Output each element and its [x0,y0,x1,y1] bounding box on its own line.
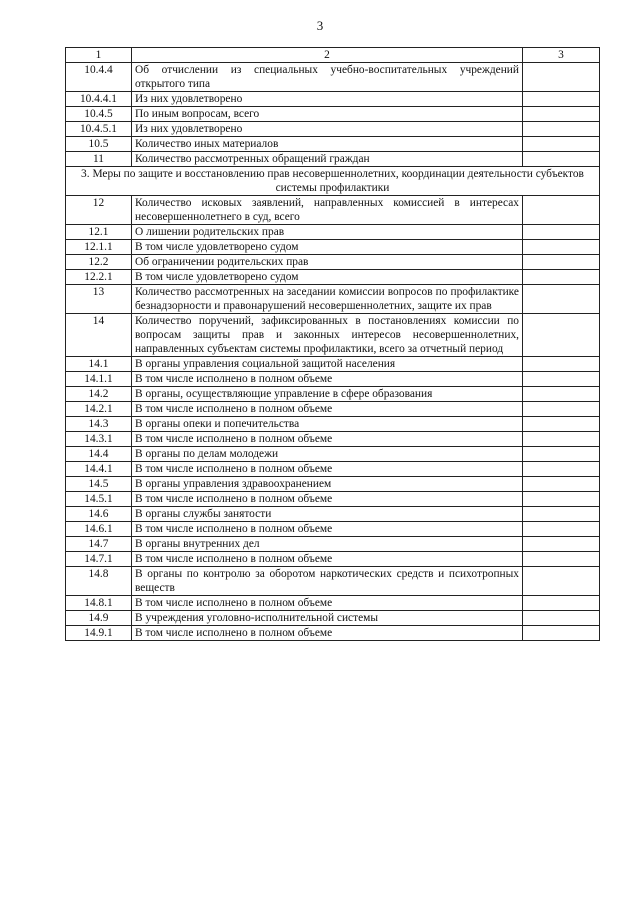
row-number: 14.6.1 [66,522,132,537]
table-row [66,357,600,372]
row-description: Об отчислении из специальных учебно-воспитательных учреждений открытого типа [132,63,523,92]
row-description: В том числе удовлетворено судом [132,270,523,285]
row-number: 12.2 [66,255,132,270]
row-value [523,63,600,92]
row-value [523,285,600,314]
row-number: 12.1 [66,225,132,240]
table-row [66,107,600,122]
row-number: 14.4.1 [66,462,132,477]
row-description: В том числе исполнено в полном объеме [132,462,523,477]
row-value [523,357,600,372]
row-number: 10.4.5 [66,107,132,122]
row-number: 14.3.1 [66,432,132,447]
section-row [66,167,600,196]
row-number: 14.9.1 [66,626,132,641]
table-row [66,270,600,285]
row-description: В том числе исполнено в полном объеме [132,372,523,387]
report-table-body [66,48,600,641]
table-row [66,137,600,152]
row-value [523,196,600,225]
header-col-2: 2 [132,48,523,63]
report-table [65,47,600,641]
row-description: В учреждения уголовно-исполнительной системы [132,611,523,626]
row-number: 14.1.1 [66,372,132,387]
row-number: 14.2 [66,387,132,402]
table-row [66,92,600,107]
row-value [523,417,600,432]
table-row [66,387,600,402]
row-description: В органы по контролю за оборотом наркотических средств и психотропных веществ [132,567,523,596]
table-row [66,255,600,270]
row-description: В органы управления социальной защитой населения [132,357,523,372]
row-description: В том числе исполнено в полном объеме [132,402,523,417]
header-row [66,48,600,63]
row-value [523,270,600,285]
row-number: 14.6 [66,507,132,522]
table-row [66,225,600,240]
row-value [523,152,600,167]
header-col-3: 3 [523,48,600,63]
row-number: 14 [66,314,132,357]
table-row [66,285,600,314]
row-description: Количество иных материалов [132,137,523,152]
table-row [66,402,600,417]
row-number: 14.3 [66,417,132,432]
table-row [66,626,600,641]
row-description: О лишении родительских прав [132,225,523,240]
row-number: 10.4.4 [66,63,132,92]
row-description: По иным вопросам, всего [132,107,523,122]
page-number: 3 [316,18,324,33]
table-row [66,432,600,447]
row-description: В том числе исполнено в полном объеме [132,552,523,567]
row-value [523,387,600,402]
table-row [66,522,600,537]
table-row [66,552,600,567]
row-description: В том числе исполнено в полном объеме [132,626,523,641]
row-value [523,122,600,137]
row-description: В том числе исполнено в полном объеме [132,432,523,447]
section-heading: 3. Меры по защите и восстановлению прав несовершеннолетних, координации деятельности субъектов системы профилактики [66,167,600,196]
row-description: В том числе исполнено в полном объеме [132,596,523,611]
row-number: 10.4.4.1 [66,92,132,107]
row-value [523,567,600,596]
row-description: В органы службы занятости [132,507,523,522]
row-number: 14.4 [66,447,132,462]
row-description: В органы внутренних дел [132,537,523,552]
row-value [523,626,600,641]
row-number: 11 [66,152,132,167]
row-description: Количество рассмотренных на заседании комиссии вопросов по профилактике безнадзорности и правонарушений несовершеннолетних, защите их прав [132,285,523,314]
row-number: 10.5 [66,137,132,152]
table-row [66,152,600,167]
row-number: 14.7 [66,537,132,552]
row-value [523,492,600,507]
row-description: В том числе исполнено в полном объеме [132,522,523,537]
row-value [523,240,600,255]
row-value [523,477,600,492]
row-number: 14.7.1 [66,552,132,567]
row-description: Количество поручений, зафиксированных в постановлениях комиссии по вопросам защиты прав и законных интересов несовершеннолетних, направленных субъектам системы профилактики, всего за отчетный период [132,314,523,357]
row-description: В органы, осуществляющие управление в сфере образования [132,387,523,402]
row-value [523,137,600,152]
row-number: 12.2.1 [66,270,132,285]
table-row [66,240,600,255]
row-number: 14.8 [66,567,132,596]
row-number: 14.9 [66,611,132,626]
row-value [523,507,600,522]
row-number: 14.1 [66,357,132,372]
row-value [523,462,600,477]
row-number: 10.4.5.1 [66,122,132,137]
row-description: В том числе исполнено в полном объеме [132,492,523,507]
row-description: Количество исковых заявлений, направленных комиссией в интересах несовершеннолетнего в суд, всего [132,196,523,225]
row-description: Об ограничении родительских прав [132,255,523,270]
row-description: В органы опеки и попечительства [132,417,523,432]
row-description: Количество рассмотренных обращений граждан [132,152,523,167]
row-number: 12.1.1 [66,240,132,255]
table-row [66,477,600,492]
table-row [66,372,600,387]
row-value [523,372,600,387]
row-number: 14.5.1 [66,492,132,507]
table-row [66,567,600,596]
row-description: В том числе удовлетворено судом [132,240,523,255]
row-number: 14.8.1 [66,596,132,611]
table-row [66,492,600,507]
row-number: 12 [66,196,132,225]
row-value [523,225,600,240]
row-value [523,314,600,357]
row-description: В органы по делам молодежи [132,447,523,462]
table-row [66,447,600,462]
table-row [66,196,600,225]
row-value [523,537,600,552]
table-row [66,417,600,432]
header-col-1: 1 [66,48,132,63]
row-value [523,611,600,626]
row-value [523,596,600,611]
row-value [523,402,600,417]
table-row [66,314,600,357]
row-description: Из них удовлетворено [132,122,523,137]
row-value [523,447,600,462]
row-value [523,522,600,537]
table-row [66,537,600,552]
row-description: Из них удовлетворено [132,92,523,107]
table-row [66,122,600,137]
row-number: 14.2.1 [66,402,132,417]
table-row [66,507,600,522]
table-row [66,596,600,611]
table-row [66,462,600,477]
row-value [523,255,600,270]
table-row [66,611,600,626]
row-value [523,92,600,107]
row-number: 14.5 [66,477,132,492]
row-value [523,432,600,447]
row-number: 13 [66,285,132,314]
row-description: В органы управления здравоохранением [132,477,523,492]
table-row [66,63,600,92]
row-value [523,107,600,122]
row-value [523,552,600,567]
